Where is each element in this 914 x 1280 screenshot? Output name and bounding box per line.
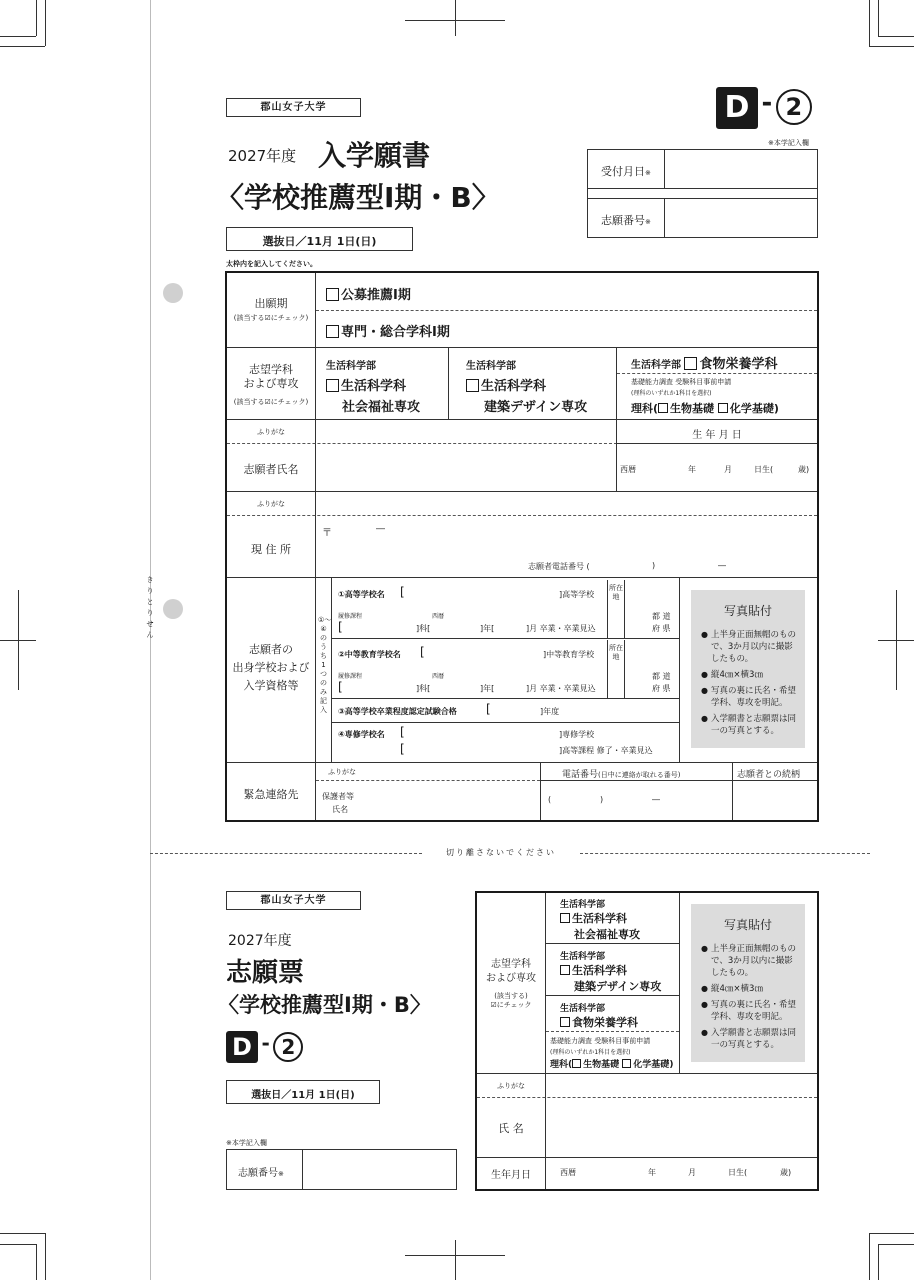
bio-check[interactable]: 生物基礎 (658, 402, 714, 415)
exam-date-box: 選抜日／11月 1日(日) (226, 227, 413, 251)
hs-name-field[interactable] (406, 585, 560, 601)
slip-furigana-label: ふりがな (497, 1082, 525, 1090)
pick-one-note: ①〜④のうち1つのみ記入 (318, 616, 332, 714)
slip-photo-note: ● 上半身正面無帽のもので、3か月以内に撮影したもの。 (701, 943, 797, 979)
hs-loc-label: 所在地 (609, 584, 623, 601)
emerg-furigana-label: ふりがな (328, 768, 356, 776)
instruct-text: 太枠内を記入してください。 (226, 260, 317, 268)
school-label: 志願者の 出身学校および 入学資格等 (232, 643, 310, 692)
slip-app-number-field[interactable] (303, 1150, 456, 1189)
applicant-name-label: 志願者氏名 (243, 463, 299, 476)
applicant-name-field[interactable] (316, 444, 616, 491)
slip-dept-opt3[interactable]: 食物栄養学科 (560, 1014, 638, 1030)
jhs-name-field[interactable] (426, 645, 544, 661)
jhs-suffix: ]中等教育学校 (543, 650, 595, 659)
slip-name-field[interactable] (546, 1098, 817, 1157)
received-date-field[interactable] (665, 150, 817, 188)
voc-bracket-1: [ (400, 725, 405, 739)
jhs-course-label: 履修課程 (338, 673, 363, 680)
postal-dash: ― (376, 524, 385, 534)
slip-photo-area[interactable] (691, 904, 805, 1062)
jhs-bracket: [ (420, 645, 425, 659)
addr-furigana-label: ふりがな (257, 500, 285, 508)
slip-faculty-1: 生活科学部 (560, 900, 606, 910)
jhs-pref: 都 道 府 県 (652, 672, 671, 693)
side-cut-label: きりとりせん (146, 576, 154, 639)
period-opt1[interactable]: 公募推薦Ⅰ期 (326, 284, 411, 303)
emergency-label: 緊急連絡先 (243, 788, 299, 801)
hs-bracket: [ (400, 585, 405, 599)
dept-opt2[interactable]: 生活科学科 (466, 375, 546, 394)
app-year: 2027年度 (228, 147, 297, 165)
slip-office-box (226, 1149, 457, 1190)
hs-course-label: 履修課程 (338, 613, 363, 620)
slip-exam-date-box: 選抜日／11月 1日(日) (226, 1080, 380, 1104)
slip-faculty-2: 生活科学部 (560, 952, 606, 962)
jhs-name-label: ②中等教育学校名 (338, 650, 401, 659)
office-note: ※本学記入欄 (768, 139, 809, 147)
faculty-label-1: 生活科学部 (326, 361, 376, 372)
slip-dept-opt1[interactable]: 生活科学科 (560, 910, 627, 926)
slip-year: 2027年度 (228, 933, 292, 949)
hs-seireki-label: 西暦 (432, 613, 445, 620)
slip-dept-opt2-major: 建築デザイン専攻 (574, 980, 662, 993)
chem-check[interactable]: 化学基礎 (718, 402, 774, 415)
app-title: 入学願書 (318, 139, 431, 172)
voc-suffix-2: ]高等課程 修了・卒業見込 (559, 746, 653, 755)
basic-test-label: 基礎能力調査 受験科目事前申請 (631, 378, 732, 386)
equiv-year-field[interactable] (492, 702, 540, 718)
slip-title: 志願票 (226, 958, 305, 988)
slip-photo-note: ● 入学願書と志願票は同一の写真とする。 (701, 1027, 797, 1051)
dept-opt3[interactable]: 生活科学部 食物栄養学科 (631, 357, 778, 372)
slip-form-code: D - 2 (226, 1031, 303, 1063)
period-label: 出願期 (254, 297, 288, 310)
name-furigana-label: ふりがな (257, 428, 285, 436)
hs-course-field[interactable]: [ ]科[ ]年[ ]月 卒業・卒業見込 (338, 620, 596, 634)
science-choice: 理科( 生物基礎 化学基礎) (631, 402, 779, 415)
form-code: D - 2 (716, 87, 812, 129)
slip-science-choice: 理科( 生物基礎 化学基礎) (550, 1060, 674, 1070)
voc-suffix-1: ]専修学校 (559, 730, 595, 739)
hs-suffix: ]高等学校 (559, 590, 595, 599)
photo-area[interactable] (691, 590, 805, 748)
slip-university-box: 郡山女子大学 (226, 891, 361, 910)
photo-note: ● 写真の裏に氏名・希望学科、専攻を明記。 (701, 685, 797, 709)
guardian-name-field[interactable] (370, 781, 538, 819)
relation-field[interactable] (733, 781, 817, 819)
slip-photo-note: ● 写真の裏に氏名・希望学科、専攻を明記。 (701, 999, 797, 1023)
postal-mark: 〒 (322, 528, 332, 539)
voc-name-field[interactable] (406, 725, 560, 757)
slip-dept-label: 志望学科 および専攻 (486, 959, 536, 984)
address-field[interactable] (316, 516, 816, 560)
slip-basic-note: (理科のいずれか1科目を選択) (550, 1049, 631, 1056)
received-label: 受付月日※ (601, 165, 651, 178)
jhs-loc-label: 所在地 (609, 644, 623, 661)
slip-office-note: ※本学記入欄 (226, 1139, 267, 1147)
relation-label: 志願者との続柄 (737, 770, 801, 780)
slip-photo-note: ● 縦4㎝×横3㎝ (701, 983, 797, 995)
punch-hole-1 (163, 283, 183, 303)
dept-opt1-major: 社会福祉専攻 (342, 400, 421, 415)
jhs-course-field[interactable]: [ ]科[ ]年[ ]月 卒業・卒業見込 (338, 680, 596, 694)
basic-test-note: (理科のいずれか1科目を選択) (631, 390, 712, 397)
office-box (587, 149, 818, 238)
dept-opt1[interactable]: 生活科学科 (326, 375, 406, 394)
emerg-phone-label: 電話番号(日中に連絡が取れる番号) (562, 770, 681, 780)
photo-note: ● 上半身正面無帽のもので、3か月以内に撮影したもの。 (701, 629, 797, 665)
app-number-field[interactable] (665, 198, 817, 238)
slip-appno-label: 志願番号※ (238, 1168, 284, 1179)
applicant-phone[interactable]: 志願者電話番号 ( ) ― (528, 561, 726, 571)
period-opt2[interactable]: 専門・総合学科Ⅰ期 (326, 321, 450, 340)
voc-label: ④専修学校名 (338, 730, 385, 739)
slip-birth-label: 生年月日 (491, 1170, 531, 1181)
name-furigana-field[interactable] (316, 420, 616, 443)
birth-field[interactable]: 西暦 年 月 日生( 歳) (620, 465, 810, 474)
birth-label: 生 年 月 日 (692, 430, 742, 441)
hs-name-label: ①高等学校名 (338, 590, 385, 599)
slip-chem-check[interactable]: 化学基礎 (622, 1060, 669, 1070)
emerg-phone-field[interactable]: ( ) ― (548, 795, 660, 804)
photo-note: ● 縦4㎝×横3㎝ (701, 669, 797, 681)
slip-bio-check[interactable]: 生物基礎 (572, 1060, 619, 1070)
addr-furigana-field[interactable] (316, 492, 816, 515)
dept-label: 志望学科 および専攻 (243, 363, 299, 390)
equiv-label: ③高等学校卒業程度認定試験合格 (338, 707, 457, 716)
period-check-note: (該当する☑にチェック) (233, 314, 309, 322)
slip-subtitle: 〈学校推薦型Ⅰ期・B〉 (218, 993, 431, 1017)
slip-dept-opt1-major: 社会福祉専攻 (574, 928, 640, 941)
hs-pref: 都 道 府 県 (652, 612, 671, 633)
dept-opt2-major: 建築デザイン専攻 (484, 400, 588, 415)
voc-bracket-2: [ (400, 742, 405, 756)
appno-label: 志願番号※ (601, 214, 651, 227)
slip-photo-title: 写真貼付 (723, 918, 772, 932)
faculty-label-2: 生活科学部 (466, 361, 516, 372)
photo-title: 写真貼付 (723, 604, 772, 618)
jhs-seireki-label: 西暦 (432, 673, 445, 680)
guardian-label: 保護者等 氏名 (322, 792, 354, 814)
punch-hole-2 (163, 599, 183, 619)
slip-birth-field[interactable]: 西暦 年 月 日生( 歳) (560, 1168, 792, 1177)
equiv-bracket: [ (486, 702, 491, 716)
university-name-box: 郡山女子大学 (226, 98, 361, 117)
dept-check-note: (該当する☑にチェック) (233, 398, 309, 406)
equiv-suffix: ]年度 (540, 707, 560, 716)
app-subtitle: 〈学校推薦型Ⅰ期・B〉 (216, 181, 500, 214)
slip-check-note: (該当する) ☑にチェック (490, 992, 532, 1009)
slip-furigana-field[interactable] (546, 1074, 817, 1097)
cut-line-label: 切り離さないでください (446, 848, 556, 857)
photo-note: ● 入学願書と志願票は同一の写真とする。 (701, 713, 797, 737)
address-label: 現 住 所 (251, 543, 291, 556)
slip-faculty-3: 生活科学部 (560, 1004, 606, 1014)
slip-dept-opt2[interactable]: 生活科学科 (560, 962, 627, 978)
slip-basic-test: 基礎能力調査 受験科目事前申請 (550, 1037, 651, 1045)
slip-name-label: 氏 名 (498, 1122, 524, 1135)
